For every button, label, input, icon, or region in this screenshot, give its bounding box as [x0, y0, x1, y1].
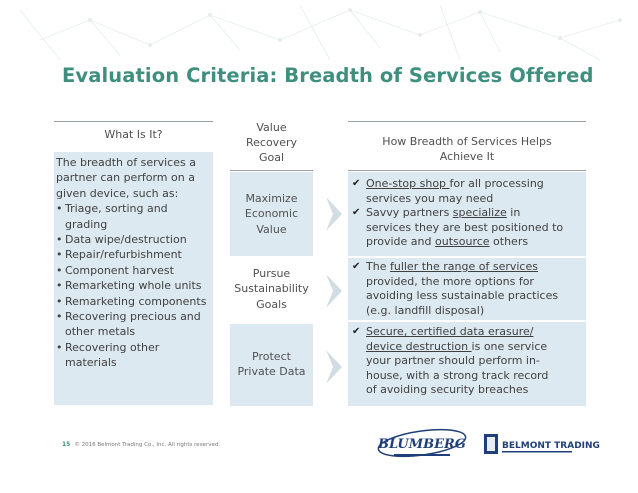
goal-2-line1: Pursue: [252, 267, 291, 280]
goal-text-2: [230, 266, 313, 312]
goal-1-line1: Maximize: [245, 192, 298, 205]
check-icon: ✔: [352, 207, 361, 219]
how-text-1: [352, 177, 588, 250]
how-2-line1: ✔ The fuller the range of services: [352, 260, 538, 273]
list-item: • Data wipe/destruction: [56, 232, 212, 247]
check-icon: ✔: [352, 178, 361, 189]
list-item: • Triage, sorting and grading: [56, 201, 212, 232]
how-header-line1: How Breadth of Services Helps: [382, 135, 552, 148]
column-header-what: What Is It?: [104, 128, 163, 141]
goal-text-3: [230, 349, 313, 380]
how-1-line2: services you may need: [366, 191, 494, 205]
list-item: • Component harvest: [56, 263, 212, 278]
what-intro: The breadth of services a partner can perform on a given device, such as:: [56, 156, 196, 200]
column-header-how: [348, 134, 586, 164]
how-3-line1: ✔ Secure, certified data erasure/: [352, 325, 534, 338]
how-1-line4: services they are best positioned to: [366, 220, 564, 234]
list-item: • Remarketing components: [56, 294, 212, 309]
what-is-it-text: [56, 155, 212, 371]
belmont-trading-logo: [482, 428, 600, 460]
header-rule-right-top: [348, 121, 586, 122]
how-3-line5: of avoiding security breaches: [366, 383, 529, 397]
blumberg-logo-text: BLUMBERG: [378, 437, 466, 452]
how-text-3: [352, 325, 588, 398]
header-rule-mid: [230, 170, 313, 171]
goal-1-line3: Value: [256, 222, 287, 236]
how-2-line4: (e.g. landfill disposal): [366, 303, 485, 317]
network-background: [0, 0, 638, 70]
blumberg-logo: [374, 426, 470, 462]
how-text-2: [352, 260, 588, 318]
goal-3-line1: Protect: [252, 350, 291, 363]
chevron-right-icon: [324, 195, 344, 233]
goal-header-line3: Goal: [258, 151, 285, 164]
header-rule-right: [348, 170, 586, 171]
page-title: Evaluation Criteria: Breadth of Services Offered: [62, 64, 594, 87]
services-list: [56, 201, 212, 370]
list-item: • Recovering other materials: [56, 340, 212, 371]
list-item: • Repair/refurbishment: [56, 247, 212, 262]
copyright: © 2016 Belmont Trading Co., Inc. All rights reserved.: [74, 442, 221, 448]
how-header-line2: Achieve It: [439, 150, 495, 163]
how-1-line5: provide and outsource others: [366, 235, 529, 249]
how-2-line2: provided, the more options for: [366, 274, 534, 288]
goal-1-line2: Economic: [244, 207, 299, 221]
check-icon: ✔: [352, 326, 361, 337]
how-1-line3: ✔ Savvy partners specialize in: [352, 206, 521, 220]
goal-header-line2: Recovery: [245, 136, 297, 149]
footer: [62, 441, 220, 448]
goal-3-line2: Private Data: [237, 365, 306, 379]
goal-text-1: [230, 191, 313, 237]
check-icon: ✔: [352, 261, 361, 272]
how-3-line4: house, with a strong track record: [366, 368, 549, 382]
page-number: 15: [62, 441, 71, 448]
how-3-line2: device destruction is one service: [366, 339, 548, 353]
how-2-line3: avoiding less sustainable practices: [366, 289, 559, 303]
list-item: • Recovering precious and other metals: [56, 309, 212, 340]
chevron-right-icon: [324, 348, 344, 386]
goal-2-line3: Goals: [256, 297, 287, 311]
column-header-goal: [230, 120, 313, 165]
chevron-right-icon: [324, 272, 344, 310]
how-3-line3: your partner should perform in-: [366, 354, 540, 368]
list-item: • Remarketing whole units: [56, 278, 212, 293]
belmont-logo-text: BELMONT TRADING: [502, 441, 600, 451]
how-1-line1: ✔ One-stop shop for all processing: [352, 177, 544, 190]
header-rule-left: [54, 121, 213, 122]
goal-header-line1: Value: [256, 121, 287, 134]
goal-2-line2: Sustainability: [234, 282, 309, 296]
